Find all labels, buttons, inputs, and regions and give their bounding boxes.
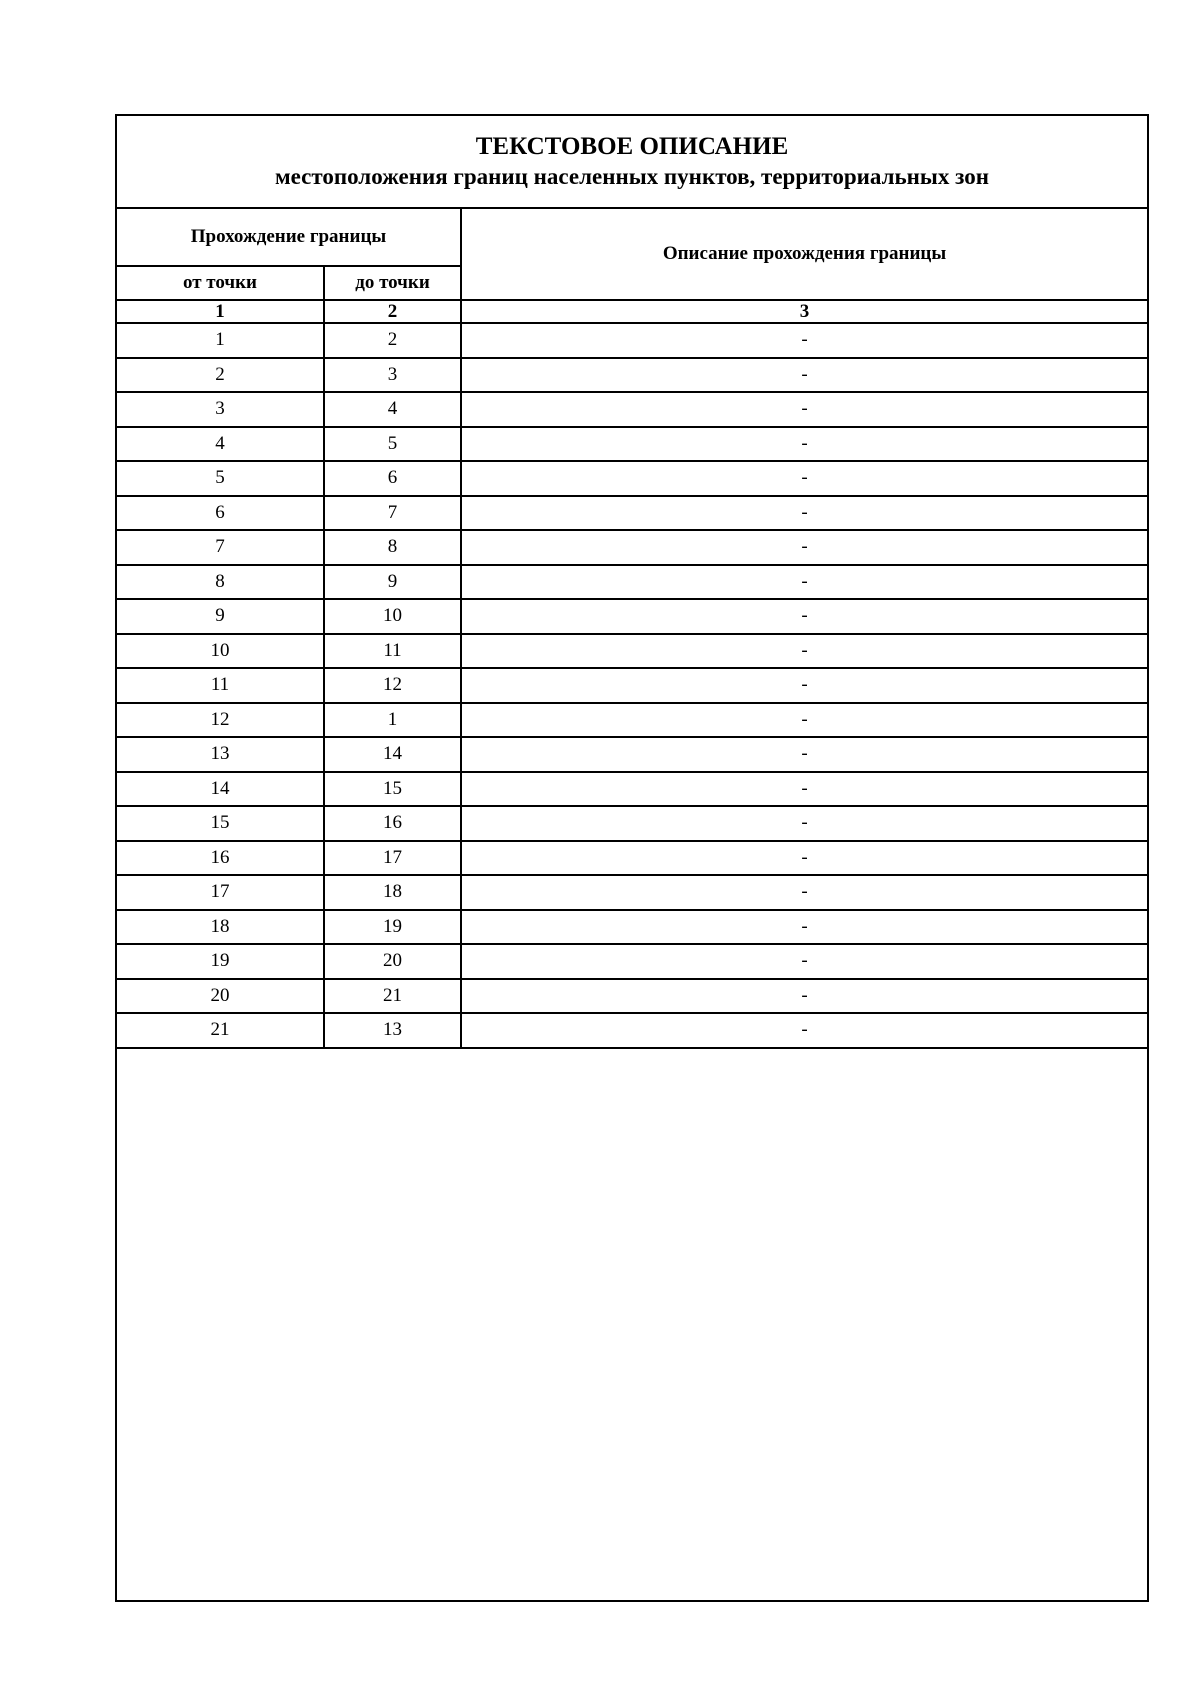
from-point-cell: 1: [117, 323, 324, 358]
description-cell: -: [461, 358, 1147, 393]
table-row: [117, 634, 1147, 669]
from-point-cell: 9: [117, 599, 324, 634]
to-point-cell: 10: [324, 599, 461, 634]
description-cell: -: [461, 634, 1147, 669]
from-point-cell: 7: [117, 530, 324, 565]
description-cell: -: [461, 565, 1147, 600]
table-row: [117, 461, 1147, 496]
from-point-cell: 13: [117, 737, 324, 772]
to-point-cell: 5: [324, 427, 461, 462]
from-point-cell: 10: [117, 634, 324, 669]
description-cell: -: [461, 806, 1147, 841]
from-point-cell: 14: [117, 772, 324, 807]
table-row: [117, 979, 1147, 1014]
table-row: [117, 841, 1147, 876]
from-point-cell: 4: [117, 427, 324, 462]
to-point-cell: 6: [324, 461, 461, 496]
description-cell: -: [461, 737, 1147, 772]
table-row: [117, 944, 1147, 979]
page-title: ТЕКСТОВОЕ ОПИСАНИЕ: [475, 133, 789, 160]
table-row: [117, 427, 1147, 462]
description-cell: -: [461, 910, 1147, 945]
table-row: [117, 530, 1147, 565]
column-number: 2: [324, 300, 461, 323]
to-point-cell: 21: [324, 979, 461, 1014]
table-row: [117, 668, 1147, 703]
table-header-row: [117, 209, 1147, 266]
description-cell: -: [461, 668, 1147, 703]
from-point-cell: 20: [117, 979, 324, 1014]
to-point-cell: 20: [324, 944, 461, 979]
table-row: [117, 358, 1147, 393]
table-row: [117, 323, 1147, 358]
from-point-cell: 2: [117, 358, 324, 393]
description-cell: -: [461, 944, 1147, 979]
from-point-cell: 8: [117, 565, 324, 600]
header-boundary-passage: Прохождение границы: [117, 209, 461, 266]
to-point-cell: 11: [324, 634, 461, 669]
description-cell: -: [461, 979, 1147, 1014]
to-point-cell: 15: [324, 772, 461, 807]
to-point-cell: 14: [324, 737, 461, 772]
table-row: [117, 772, 1147, 807]
header-description: Описание прохождения границы: [461, 209, 1147, 300]
boundary-table: [117, 209, 1147, 1049]
to-point-cell: 8: [324, 530, 461, 565]
description-cell: -: [461, 530, 1147, 565]
from-point-cell: 18: [117, 910, 324, 945]
description-cell: -: [461, 1013, 1147, 1048]
table-row: [117, 1013, 1147, 1048]
to-point-cell: 18: [324, 875, 461, 910]
description-cell: -: [461, 772, 1147, 807]
table-row: [117, 496, 1147, 531]
table-row: [117, 910, 1147, 945]
from-point-cell: 19: [117, 944, 324, 979]
table-row: [117, 599, 1147, 634]
page-subtitle: местоположения границ населенных пунктов, территориальных зон: [275, 164, 989, 189]
header-to-point: до точки: [324, 266, 461, 300]
column-number: 3: [461, 300, 1147, 323]
from-point-cell: 11: [117, 668, 324, 703]
table-row: [117, 737, 1147, 772]
from-point-cell: 6: [117, 496, 324, 531]
description-cell: -: [461, 496, 1147, 531]
from-point-cell: 16: [117, 841, 324, 876]
description-cell: -: [461, 875, 1147, 910]
from-point-cell: 15: [117, 806, 324, 841]
table-row: [117, 875, 1147, 910]
description-cell: -: [461, 703, 1147, 738]
from-point-cell: 21: [117, 1013, 324, 1048]
to-point-cell: 1: [324, 703, 461, 738]
to-point-cell: 9: [324, 565, 461, 600]
document-frame: [115, 114, 1149, 1602]
table-row: [117, 565, 1147, 600]
title-block: [117, 116, 1147, 209]
to-point-cell: 3: [324, 358, 461, 393]
from-point-cell: 17: [117, 875, 324, 910]
description-cell: -: [461, 392, 1147, 427]
description-cell: -: [461, 427, 1147, 462]
to-point-cell: 7: [324, 496, 461, 531]
to-point-cell: 16: [324, 806, 461, 841]
from-point-cell: 12: [117, 703, 324, 738]
description-cell: -: [461, 841, 1147, 876]
description-cell: -: [461, 461, 1147, 496]
to-point-cell: 17: [324, 841, 461, 876]
table-row: [117, 703, 1147, 738]
table-row: [117, 392, 1147, 427]
to-point-cell: 13: [324, 1013, 461, 1048]
to-point-cell: 12: [324, 668, 461, 703]
table-row: [117, 806, 1147, 841]
column-number-row: [117, 300, 1147, 323]
description-cell: -: [461, 599, 1147, 634]
to-point-cell: 19: [324, 910, 461, 945]
to-point-cell: 4: [324, 392, 461, 427]
to-point-cell: 2: [324, 323, 461, 358]
description-cell: -: [461, 323, 1147, 358]
column-number: 1: [117, 300, 324, 323]
header-from-point: от точки: [117, 266, 324, 300]
from-point-cell: 3: [117, 392, 324, 427]
from-point-cell: 5: [117, 461, 324, 496]
